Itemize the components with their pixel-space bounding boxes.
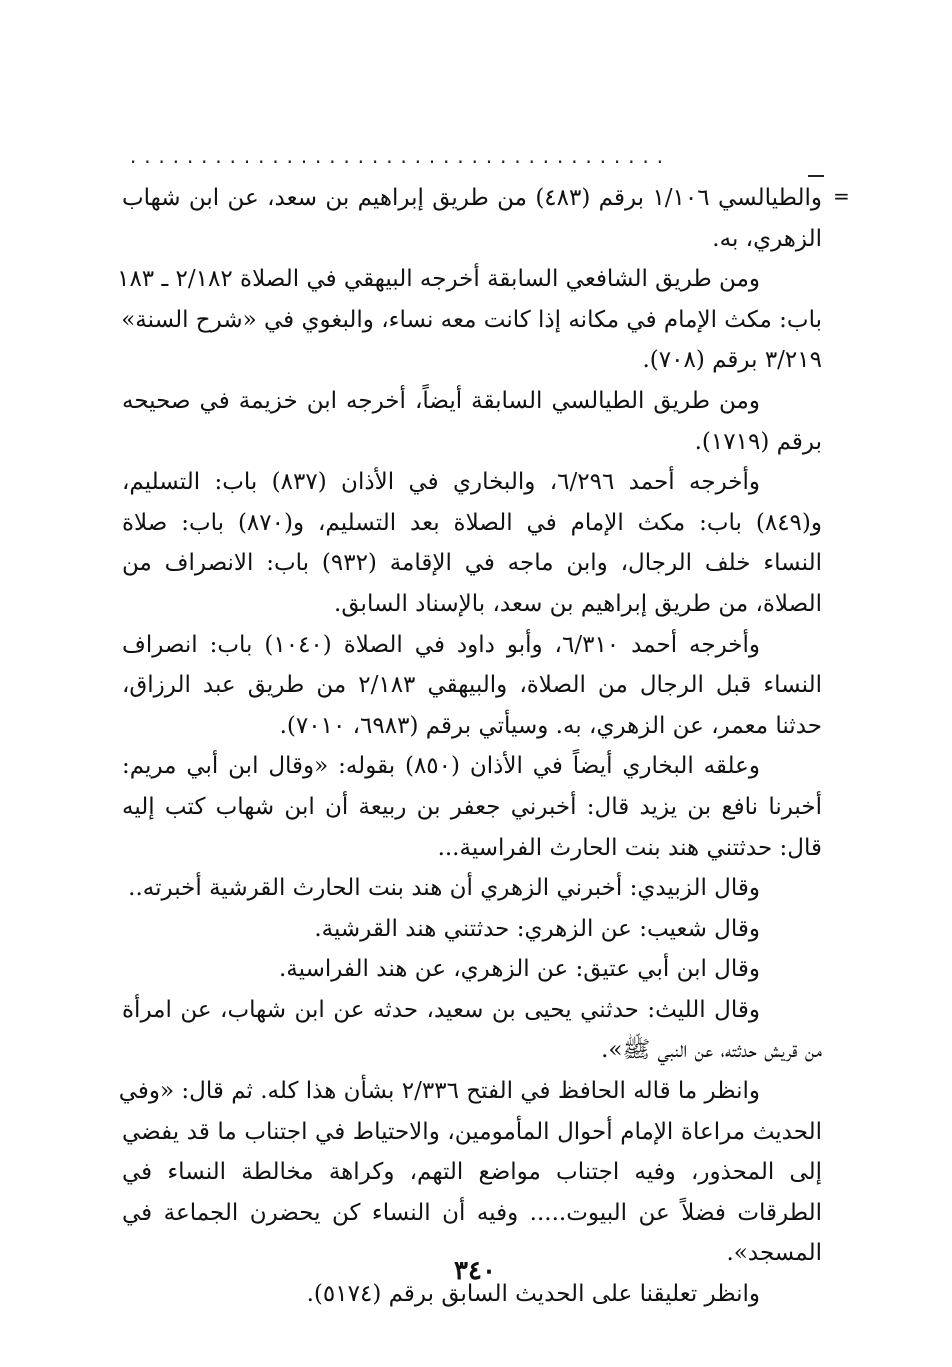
- page-number: ٣٤٠: [454, 1256, 496, 1286]
- footnote-line: برقم (١٧١٩).: [694, 428, 822, 455]
- footnote-line: والطيالسي ١/١٠٦ برقم (٤٨٣) من طريق إبراهيم بن سعد، عن ابن شهاب: [122, 185, 822, 211]
- footnote-line: قال: حدثتني هند بنت الحارث الفراسية...: [437, 834, 822, 861]
- footnote-line: المسجد».: [726, 1240, 822, 1267]
- footnote-line: وقال شعيب: عن الزهري: حدثتني هند القرشية.: [314, 915, 760, 942]
- footnote-line: ومن طريق الطيالسي السابقة أيضاً، أخرجه ابن خزيمة في صحيحه: [122, 387, 760, 414]
- footnote-line: النساء قبل الرجال من الصلاة، والبيهقي ٢/١٨٣ من طريق عبد الرزاق،: [122, 672, 822, 699]
- footnote-text: [117, 178, 823, 1315]
- footnote-line: النساء خلف الرجال، وابن ماجه في الإقامة (٩٣٢) باب: الانصراف من: [122, 550, 823, 577]
- footnote-line: وانظر ما قاله الحافظ في الفتح ٢/٣٣٦ بشأن هذا كله. ثم قال: «وفي: [118, 1078, 760, 1105]
- footnote-line: أخبرنا نافع بن يزيد قال: أخبرني جعفر بن ربيعة أن ابن شهاب كتب إليه: [122, 793, 822, 820]
- footnote-line: وانظر تعليقنا على الحديث السابق برقم (٥١٧٤).: [306, 1281, 760, 1308]
- footnote-line: الزهري، به.: [712, 225, 822, 252]
- footnote-line: باب: مكث الإمام في مكانه إذا كانت معه نساء، والبغوي في «شرح السنة»: [121, 306, 822, 333]
- continuation-marker: =: [833, 184, 850, 208]
- footnote-separator: ......................................: [128, 148, 669, 168]
- separator-rule: [808, 175, 824, 177]
- footnote-line: ٣/٢١٩ برقم (٧٠٨).: [642, 347, 822, 374]
- footnote-line: الصلاة، من طريق إبراهيم بن سعد، بالإسناد السابق.: [334, 590, 822, 617]
- footnote-line: و(٨٤٩) باب: مكث الإمام في الصلاة بعد التسليم، و(٨٧٠) باب: صلاة: [122, 509, 822, 536]
- footnote-line: الطرقات فضلاً عن البيوت..... وفيه أن النساء كن يحضرن الجماعة في: [122, 1199, 822, 1226]
- footnote-line: وأخرجه أحمد ٦/٢٩٦، والبخاري في الأذان (٨٣٧) باب: التسليم،: [122, 469, 760, 496]
- footnote-line: من قريش حدثته، عن النبي ﷺ».: [601, 1037, 822, 1064]
- footnote-line: وأخرجه أحمد ٦/٣١٠، وأبو داود في الصلاة (١٠٤٠) باب: انصراف: [122, 631, 760, 658]
- footnote-line: وقال ابن أبي عتيق: عن الزهري، عن هند الفراسية.: [278, 956, 760, 983]
- footnote-line: وقال الليث: حدثني يحيى بن سعيد، حدثه عن ابن شهاب، عن امرأة: [122, 996, 760, 1023]
- footnote-line: وعلقه البخاري أيضاً في الأذان (٨٥٠) بقوله: «وقال ابن أبي مريم:: [122, 753, 760, 780]
- footnote-line: ومن طريق الشافعي السابقة أخرجه البيهقي في الصلاة ٢/١٨٢ ـ ١٨٣: [117, 266, 760, 293]
- footnote-line: وقال الزبيدي: أخبرني الزهري أن هند بنت الحارث القرشية أخبرته..: [128, 875, 760, 902]
- footnote-line: حدثنا معمر، عن الزهري، به. وسيأتي برقم (٦٩٨٣، ٧٠١٠).: [279, 712, 822, 739]
- footnote-line: الحديث مراعاة الإمام أحوال المأمومين، والاحتياط في اجتناب ما قد يفضي: [122, 1118, 822, 1145]
- footnote-line: إلى المحذور، وفيه اجتناب مواضع التهم، وكراهة مخالطة النساء في: [122, 1159, 822, 1186]
